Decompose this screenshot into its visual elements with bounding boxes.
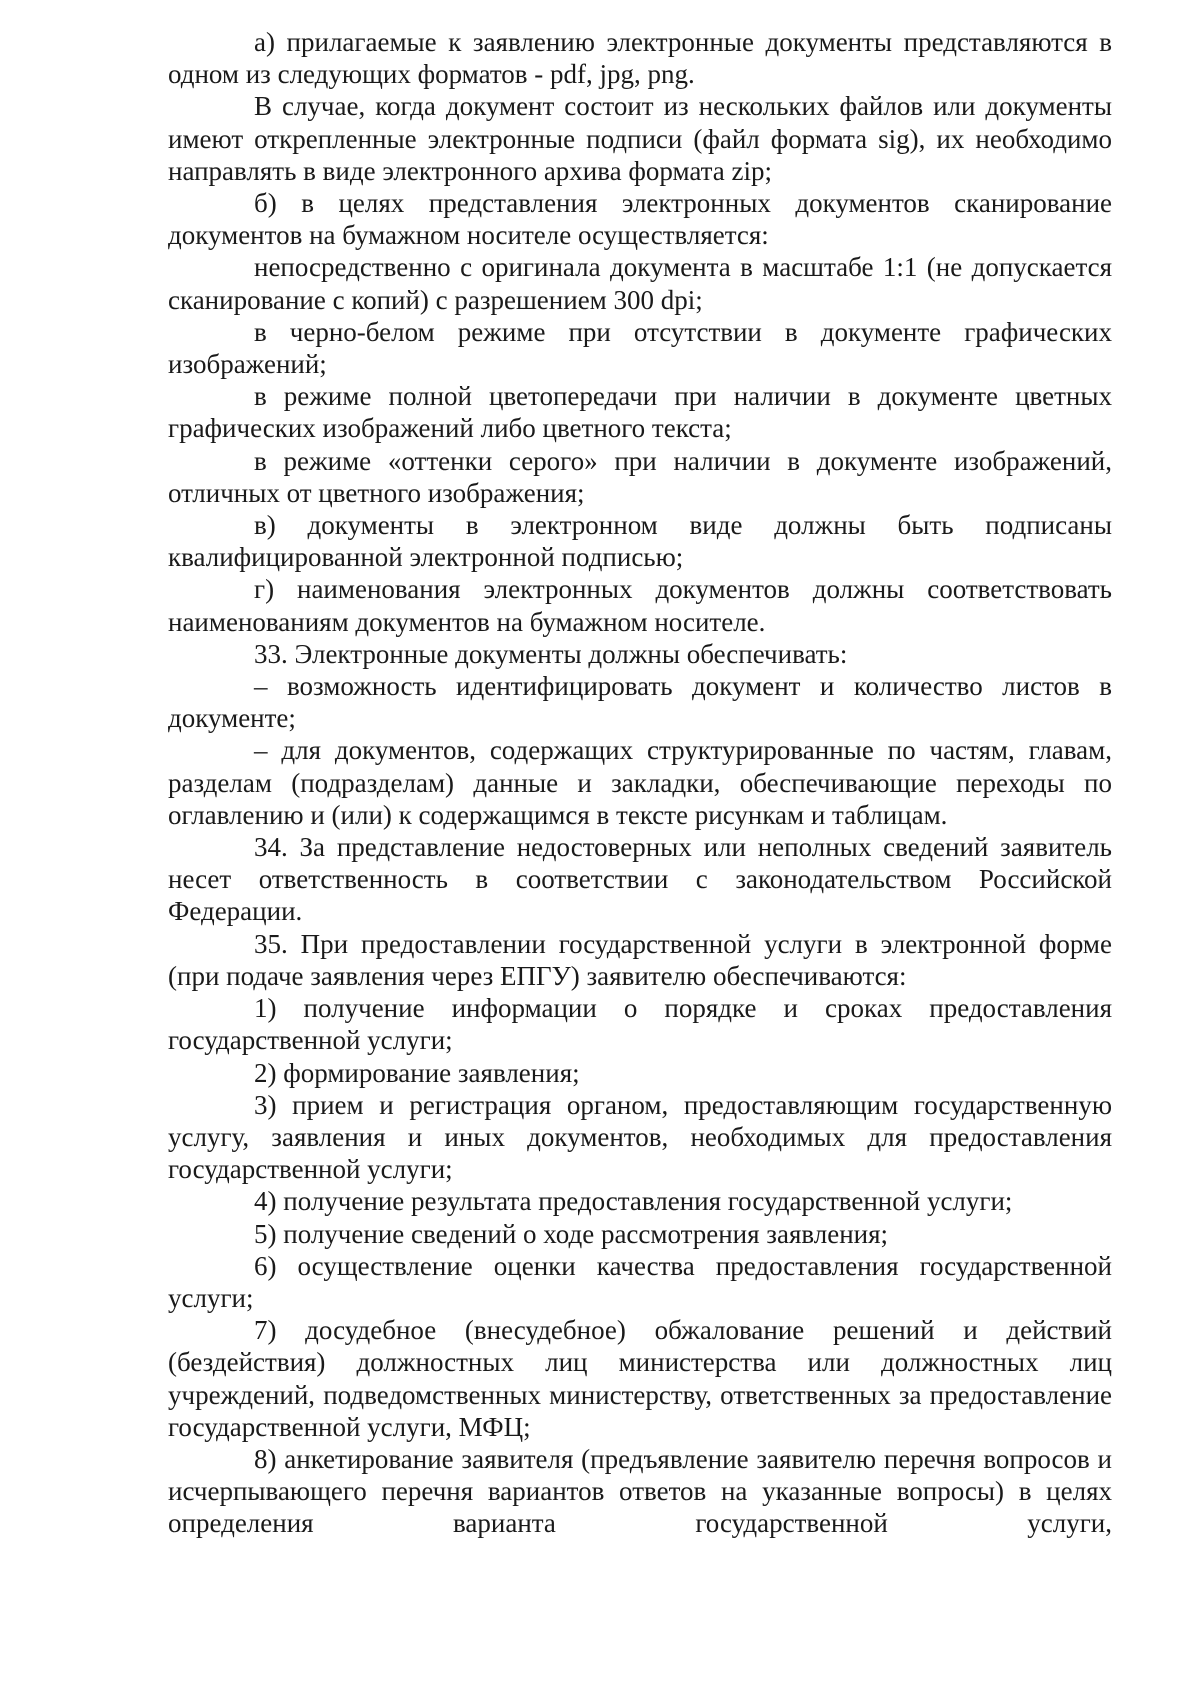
paragraph-scan-color: в режиме полной цветопередачи при наличии в документе цветных графических изображений либо цветного текста; <box>168 381 1112 444</box>
paragraph-formats: а) прилагаемые к заявлению электронные документы представляются в одном из следующих форматов - pdf, jpg, png. <box>168 27 1112 90</box>
paragraph-33-structured: – для документов, содержащих структурированные по частям, главам, разделам (подразделам) данные и закладки, обеспечивающие переходы по оглавлению и (или) к содержащимся в тексте рисункам и таблицам. <box>168 735 1112 830</box>
paragraph-scan-bw: в черно-белом режиме при отсутствии в документе графических изображений; <box>168 316 1112 380</box>
paragraph-naming: г) наименования электронных документов должны соответствовать наименованиям документов на бумажном носителе. <box>168 574 1112 637</box>
paragraph-35-2: 2) формирование заявления; <box>254 1057 580 1088</box>
document-body <box>168 26 1112 1540</box>
paragraph-34: 34. За представление недостоверных или неполных сведений заявитель несет ответственность в соответствии с законодательством Российской Федерации. <box>168 832 1112 927</box>
paragraph-signature: в) документы в электронном виде должны быть подписаны квалифицированной электронной подписью; <box>168 510 1112 573</box>
paragraph-35: 35. При предоставлении государственной услуги в электронной форме (при подаче заявления через ЕПГУ) заявителю обеспечиваются: <box>168 928 1112 991</box>
paragraph-35-1: 1) получение информации о порядке и сроках предоставления государственной услуги; <box>168 993 1112 1056</box>
paragraph-scan-gray: в режиме «оттенки серого» при наличии в документе изображений, отличных от цветного изображения; <box>168 445 1112 508</box>
paragraph-33: 33. Электронные документы должны обеспечивать: <box>254 638 848 669</box>
paragraph-35-8: 8) анкетирование заявителя (предъявление заявителю перечня вопросов и исчерпывающего перечня вариантов ответов на указанные вопросы) в целях определения варианта государственной услуги, <box>168 1443 1112 1539</box>
paragraph-scan-original: непосредственно с оригинала документа в масштабе 1:1 (не допускается сканирование с копий) с разрешением 300 dpi; <box>168 252 1112 315</box>
paragraph-35-3: 3) прием и регистрация органом, предоставляющим государственную услугу, заявления и иных документов, необходимых для предоставления государственной услуги; <box>168 1089 1112 1185</box>
paragraph-35-6: 6) осуществление оценки качества предоставления государственной услуги; <box>168 1250 1112 1313</box>
paragraph-scanning: б) в целях представления электронных документов сканирование документов на бумажном носителе осуществляется: <box>168 188 1112 251</box>
paragraph-35-5: 5) получение сведений о ходе рассмотрения заявления; <box>254 1218 889 1249</box>
paragraph-multiple-files: В случае, когда документ состоит из нескольких файлов или документы имеют открепленные электронные подписи (файл формата sig), их необходимо направлять в виде электронного архива формата zip; <box>168 91 1112 186</box>
paragraph-33-identify: – возможность идентифицировать документ и количество листов в документе; <box>168 671 1112 734</box>
paragraph-35-4: 4) получение результата предоставления государственной услуги; <box>254 1186 1013 1217</box>
paragraph-35-7: 7) досудебное (внесудебное) обжалование решений и действий (бездействия) должностных лиц министерства или должностных лиц учреждений, подведомственных министерству, ответственных за предоставление государственной услуги, МФЦ; <box>168 1315 1112 1442</box>
